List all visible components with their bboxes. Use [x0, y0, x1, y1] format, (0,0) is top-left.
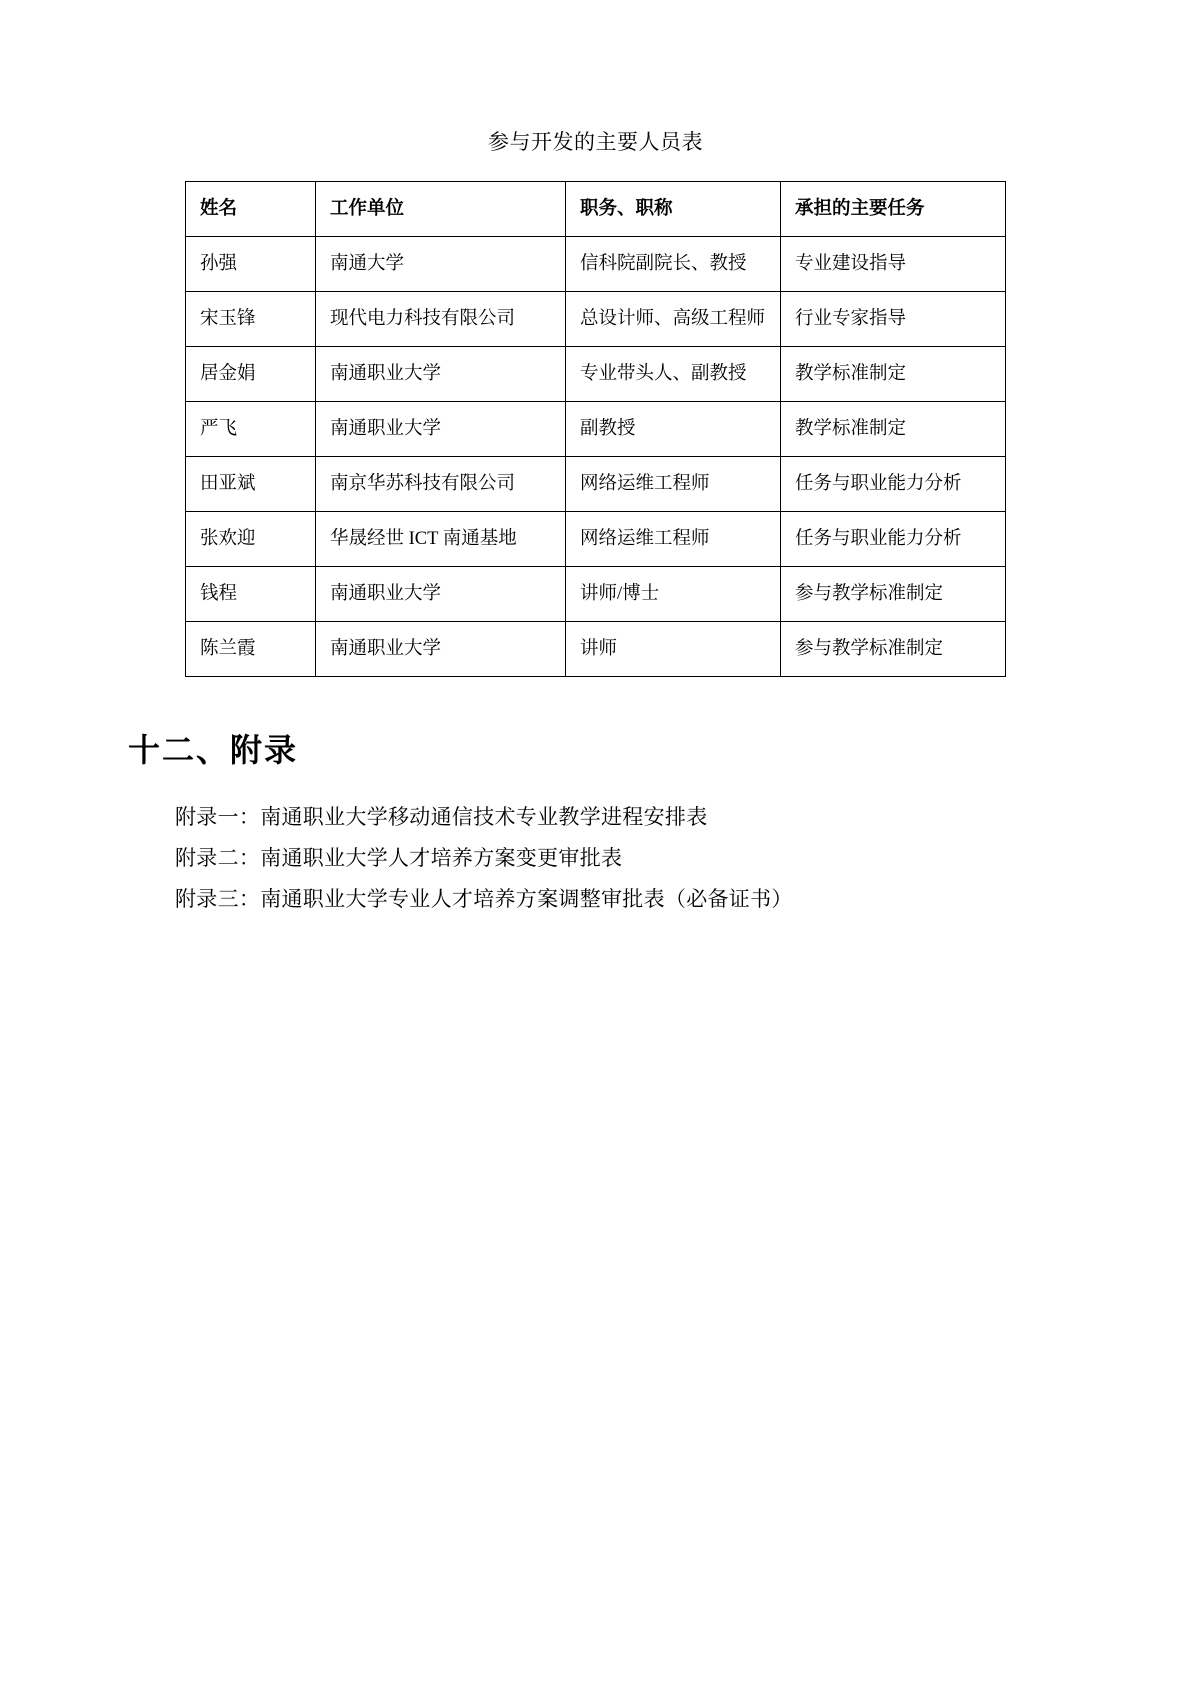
cell-name: 严飞	[186, 402, 316, 457]
cell-workunit: 南通职业大学	[316, 567, 566, 622]
table-header-row	[186, 182, 1006, 237]
cell-name: 钱程	[186, 567, 316, 622]
table-row	[186, 292, 1006, 347]
column-header-task: 承担的主要任务	[781, 182, 1006, 237]
appendix-item-1: 附录一：南通职业大学移动通信技术专业教学进程安排表	[175, 805, 708, 830]
cell-name: 居金娟	[186, 347, 316, 402]
table-row	[186, 567, 1006, 622]
staff-table-title: 参与开发的主要人员表	[488, 130, 703, 154]
appendix-item-3: 附录三：南通职业大学专业人才培养方案调整审批表（必备证书）	[175, 887, 793, 912]
table-row	[186, 402, 1006, 457]
cell-name: 田亚斌	[186, 457, 316, 512]
cell-task: 教学标准制定	[781, 347, 1006, 402]
cell-title: 讲师	[566, 622, 781, 677]
table-row	[186, 622, 1006, 677]
cell-workunit: 南通职业大学	[316, 402, 566, 457]
cell-workunit: 南通大学	[316, 237, 566, 292]
cell-title: 总设计师、高级工程师	[566, 292, 781, 347]
cell-task: 参与教学标准制定	[781, 567, 1006, 622]
cell-title: 网络运维工程师	[566, 457, 781, 512]
cell-task: 参与教学标准制定	[781, 622, 1006, 677]
cell-title: 专业带头人、副教授	[566, 347, 781, 402]
cell-task: 专业建设指导	[781, 237, 1006, 292]
cell-name: 孙强	[186, 237, 316, 292]
cell-name: 陈兰霞	[186, 622, 316, 677]
cell-workunit: 南通职业大学	[316, 347, 566, 402]
table-row	[186, 237, 1006, 292]
column-header-title: 职务、职称	[566, 182, 781, 237]
column-header-name: 姓名	[186, 182, 316, 237]
table-row	[186, 457, 1006, 512]
cell-task: 行业专家指导	[781, 292, 1006, 347]
cell-title: 讲师/博士	[566, 567, 781, 622]
cell-title: 副教授	[566, 402, 781, 457]
cell-workunit: 华晟经世 ICT 南通基地	[316, 512, 566, 567]
staff-table-container	[0, 181, 1191, 677]
cell-workunit: 南京华苏科技有限公司	[316, 457, 566, 512]
cell-title: 信科院副院长、教授	[566, 237, 781, 292]
cell-task: 教学标准制定	[781, 402, 1006, 457]
appendix-item-2: 附录二：南通职业大学人才培养方案变更审批表	[175, 846, 623, 871]
cell-name: 宋玉锋	[186, 292, 316, 347]
cell-name: 张欢迎	[186, 512, 316, 567]
cell-title: 网络运维工程师	[566, 512, 781, 567]
cell-workunit: 南通职业大学	[316, 622, 566, 677]
table-row	[186, 512, 1006, 567]
section-heading-appendix: 十二、附录	[128, 732, 299, 769]
staff-table	[185, 181, 1006, 677]
cell-task: 任务与职业能力分析	[781, 457, 1006, 512]
cell-workunit: 现代电力科技有限公司	[316, 292, 566, 347]
column-header-workunit: 工作单位	[316, 182, 566, 237]
table-row	[186, 347, 1006, 402]
cell-task: 任务与职业能力分析	[781, 512, 1006, 567]
appendix-list	[175, 797, 1191, 920]
